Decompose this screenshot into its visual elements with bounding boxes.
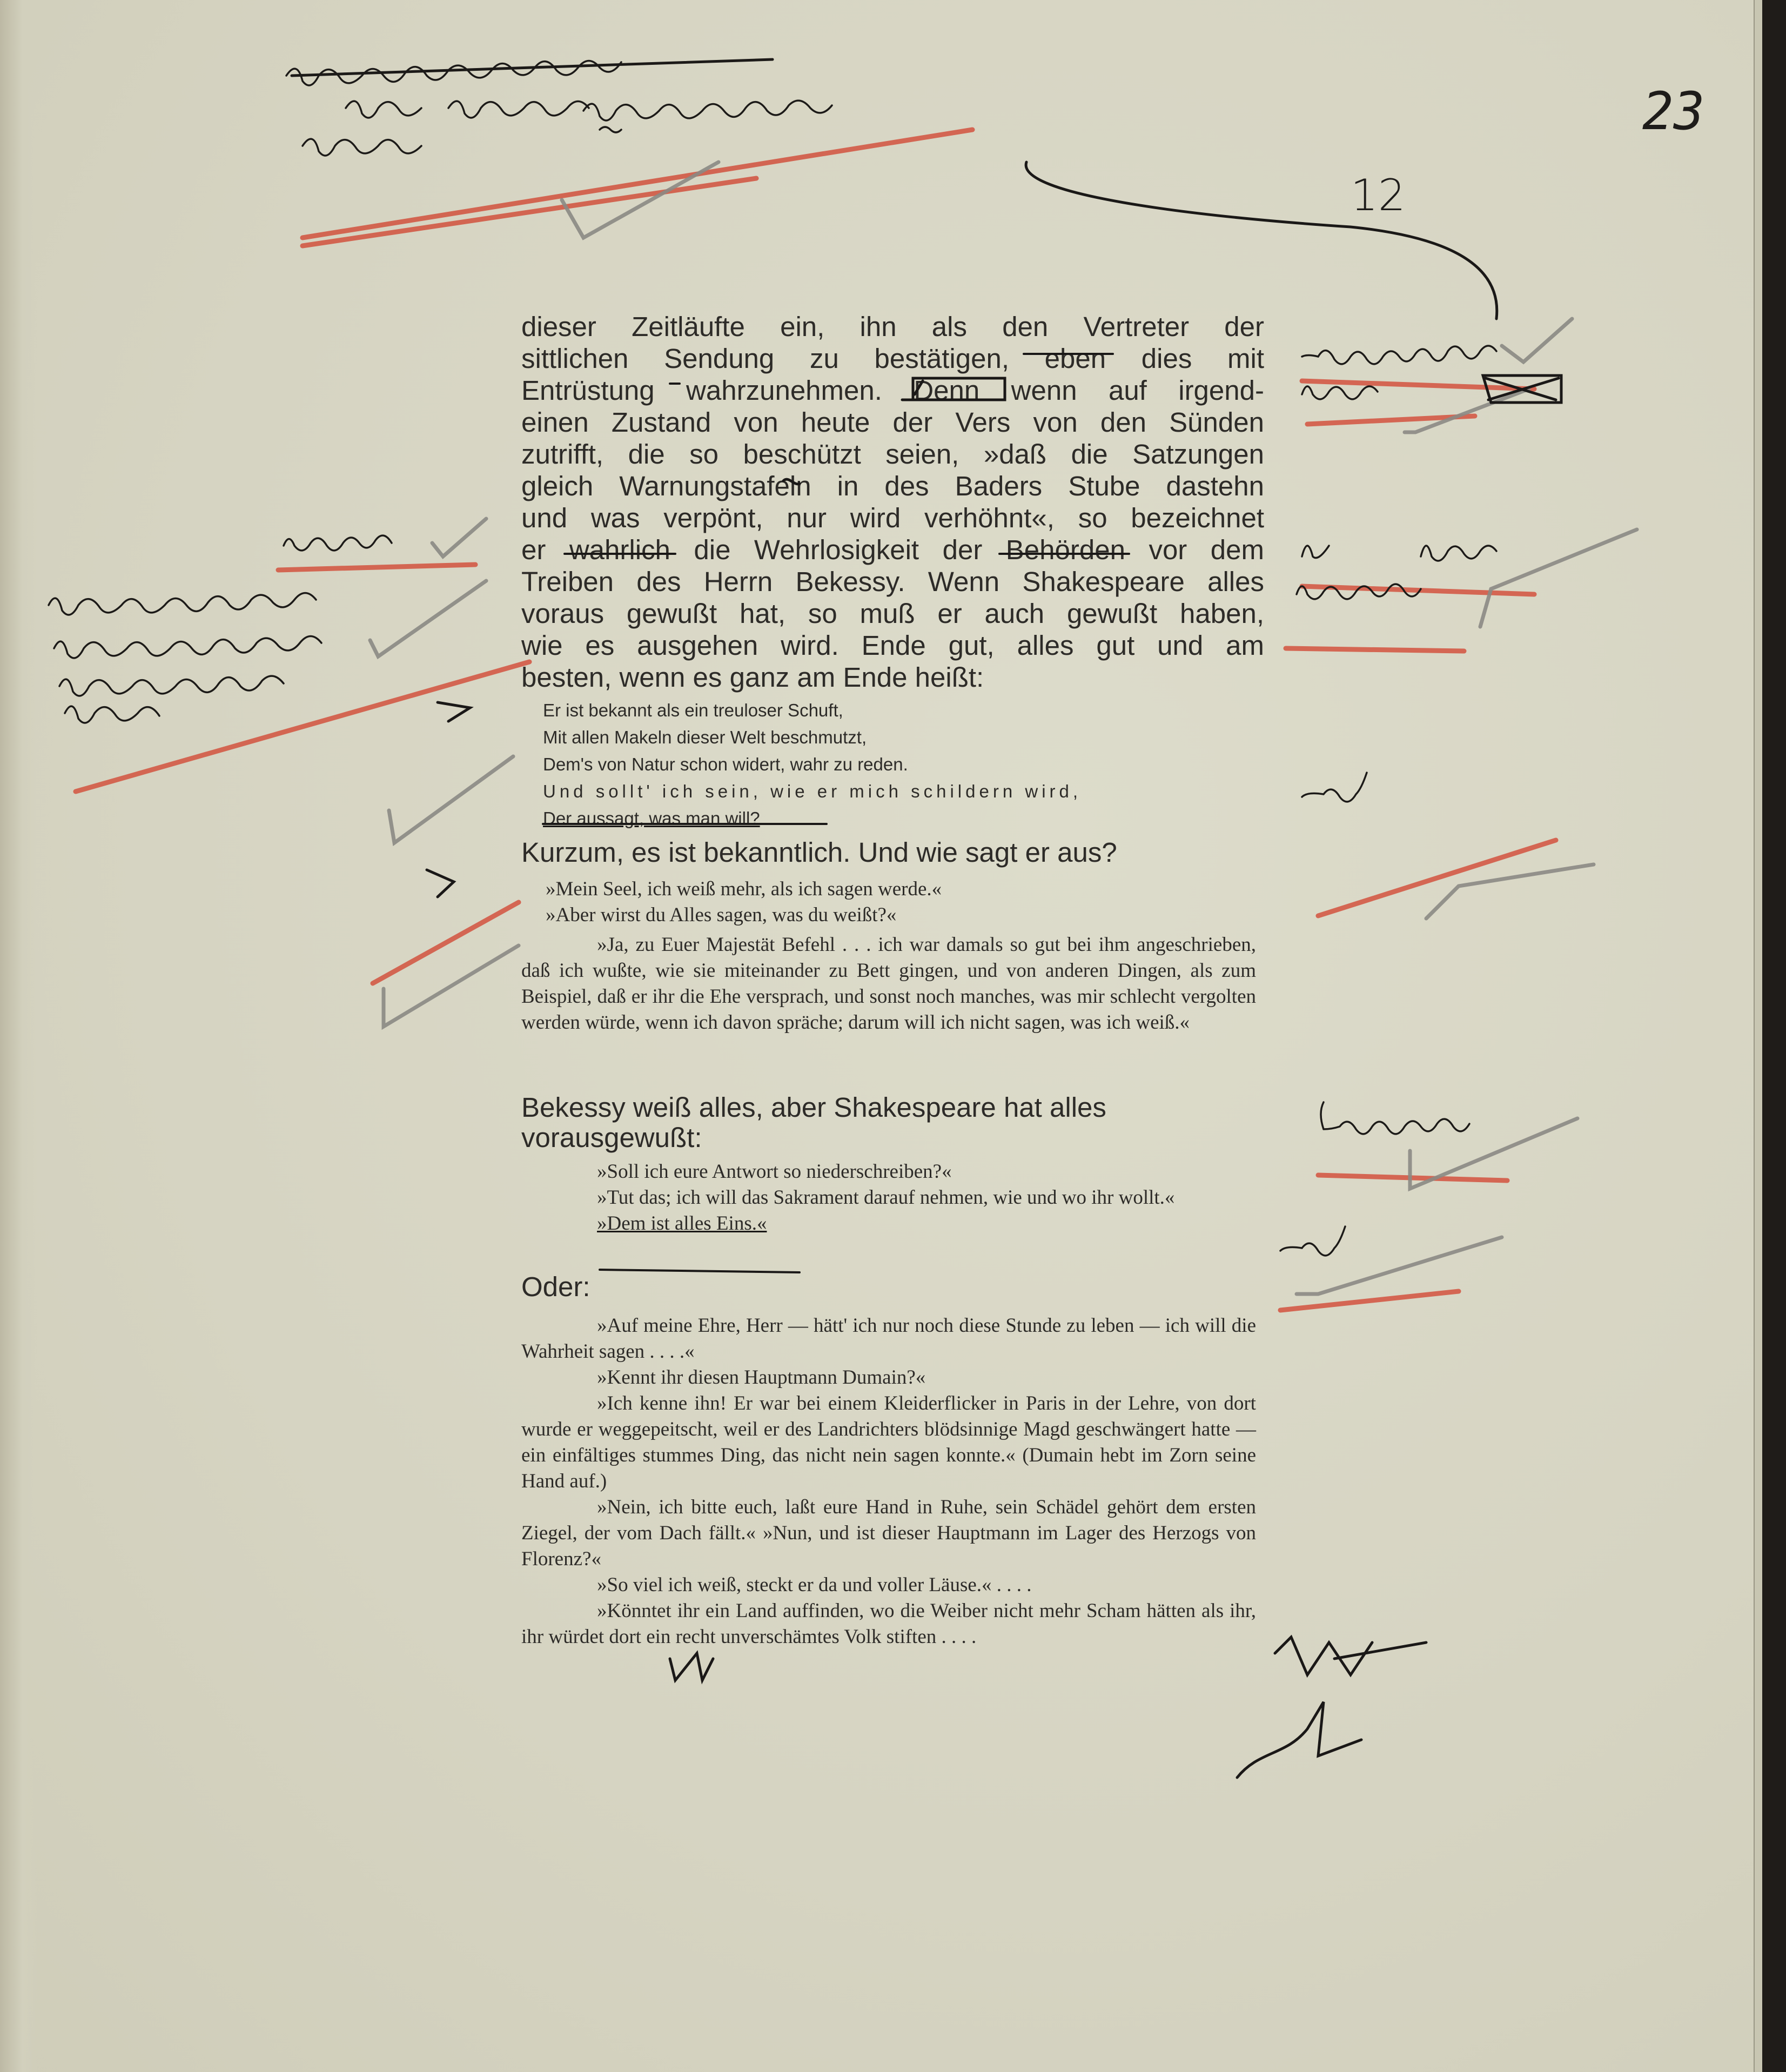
- handwritten-note: [1302, 773, 1367, 802]
- handwritten-note: [54, 636, 321, 659]
- text-line: Kurzum, es ist bekanntlich. Und wie sagt er aus?: [521, 837, 1117, 868]
- quote-paragraph: »Tut das; ich will das Sakrament darauf nehmen, wie und wo ihr wollt.«: [597, 1186, 1175, 1209]
- handwritten-note: [583, 100, 832, 120]
- handwritten-note: [1280, 1226, 1345, 1256]
- handwritten-note: [448, 101, 589, 118]
- quote-paragraph: »So viel ich weiß, steckt er da und voller Läuse.« . . . .: [597, 1574, 1032, 1596]
- text-line: und was verpönt, nur wird verhöhnt«, so bezeichnet: [521, 502, 1264, 533]
- ink-arc-line: [1026, 162, 1497, 319]
- grey-check-mark: [432, 519, 486, 556]
- handwritten-note: [49, 593, 316, 615]
- verse-line: Mit allen Makeln dieser Welt beschmutzt,: [543, 727, 867, 747]
- handwritten-note: [59, 676, 284, 696]
- red-pencil-stroke: [373, 902, 519, 983]
- text-line: dieser Zeitläufte ein, ihn als den Vertreter der: [521, 311, 1264, 342]
- page-number: 23: [1642, 81, 1705, 142]
- ink-arrow: [427, 870, 454, 897]
- text-line: sittlichen Sendung zu bestätigen, eben dies mit: [521, 343, 1264, 374]
- handwritten-note: [65, 706, 159, 723]
- handwritten-note: [1302, 346, 1496, 364]
- grey-check-mark: [370, 581, 486, 656]
- quote-line: »Aber wirst du Alles sagen, was du weißt?«: [546, 904, 897, 926]
- text-line: gleich Warnungstafeln in des Baders Stube dastehn: [521, 471, 1264, 501]
- handwritten-strikeout: [292, 59, 773, 76]
- grey-check-mark: [389, 756, 513, 843]
- text-line: Bekessy weiß alles, aber Shakespeare hat alles: [521, 1092, 1106, 1123]
- sheet-number: 12: [1351, 170, 1406, 220]
- handwritten-note: [1302, 546, 1329, 558]
- red-pencil-stroke: [1286, 648, 1464, 651]
- quote-paragraph: »Dem ist alles Eins.«: [597, 1212, 767, 1235]
- handwritten-note: [1421, 546, 1496, 561]
- text-line: wie es ausgehen wird. Ende gut, alles gut und am: [521, 630, 1264, 661]
- ink-box-strike: [913, 378, 1005, 400]
- red-pencil-stroke: [278, 565, 475, 570]
- grey-check-mark: [384, 946, 519, 1027]
- red-pencil-stroke: [1318, 1175, 1507, 1181]
- verse-line: Der aussagt, was man will?: [543, 808, 760, 828]
- ink-strike: [1334, 1642, 1426, 1659]
- grey-check-mark: [562, 162, 719, 238]
- handwritten-note: [284, 535, 392, 551]
- handwritten-note: [600, 127, 621, 132]
- text-line: Treiben des Herrn Bekessy. Wenn Shakespeare alles: [521, 566, 1264, 597]
- text-line: er wahrlich die Wehrlosigkeit der Behörden vor dem: [521, 534, 1264, 565]
- text-line: einen Zustand von heute der Vers von den Sünden: [521, 407, 1264, 438]
- verse-line: Dem's von Natur schon widert, wahr zu reden.: [543, 754, 908, 774]
- text-line: besten, wenn es ganz am Ende heißt:: [521, 662, 984, 693]
- ink-strikeout: [783, 479, 800, 484]
- handwritten-note: [1302, 386, 1378, 399]
- quote-paragraph: »Auf meine Ehre, Herr — hätt' ich nur noch diese Stunde zu leben — ich will die Wahrheit sagen . . . .«: [521, 1315, 1256, 1363]
- grey-check-mark: [1502, 319, 1572, 362]
- verse-line: Er ist bekannt als ein treuloser Schuft,: [543, 700, 843, 720]
- quote-line: »Mein Seel, ich weiß mehr, als ich sagen werde.«: [546, 878, 942, 900]
- ink-strike: [1275, 1637, 1372, 1675]
- quote-paragraph: »Ja, zu Euer Majestät Befehl . . . ich war damals so gut bei ihm angeschrieben, daß ich wußte, wie sie miteinander zu Bett gingen, und von anderen Dingen, als zum Beispiel, daß er ihr die Ehe versprach, und sonst noch manches, was mir schlecht vergolten werden würde, wenn ich davon spräche; darum will ich nicht sagen, was ich weiß.«: [521, 934, 1256, 1034]
- text-line: vorausgewußt:: [521, 1122, 702, 1153]
- red-pencil-stroke: [76, 662, 529, 792]
- handwritten-note: [303, 139, 421, 156]
- ink-underline: [600, 1270, 800, 1272]
- text-line: zutrifft, die so beschützt seien, »daß die Satzungen: [521, 439, 1264, 470]
- quote-paragraph: »Nein, ich bitte euch, laßt eure Hand in Ruhe, sein Schädel gehört dem ersten Ziegel, der vom Dach fällt.« »Nun, und ist dieser Hauptmann im Lager des Herzogs von Florenz?«: [521, 1496, 1256, 1570]
- quote-paragraph: »Könntet ihr ein Land auffinden, wo die Weiber nicht mehr Scham hätten als ihr, ihr würdet dort ein recht unverschämtes Volk stiften . . . .: [521, 1600, 1256, 1648]
- quote-paragraph: »Ich kenne ihn! Er war bei einem Kleiderflicker in Paris in der Lehre, von dort wurde er weggepeitscht, weil er des Landrichters blödsinnige Magd geschwängert hatte — ein einfältiges stummes Ding, das nicht nein sagen konnte.« (Dumain hebt im Zorn seine Hand auf.): [521, 1392, 1256, 1492]
- ink-signature-mark: [1237, 1702, 1361, 1778]
- grey-check-mark: [1480, 529, 1637, 627]
- scan-border: [1762, 0, 1786, 2072]
- quote-paragraph: »Soll ich eure Antwort so niederschreiben?«: [597, 1161, 952, 1183]
- text-line: Oder:: [521, 1271, 590, 1302]
- verse-line: Und sollt' ich sein, wie er mich schildern wird,: [543, 781, 1082, 801]
- ink-insertion-mark: [670, 1653, 713, 1680]
- text-line: Entrüstung wahrzunehmen. Denn wenn auf irgend-: [521, 375, 1264, 406]
- red-pencil-stroke: [303, 178, 756, 246]
- red-pencil-stroke: [303, 130, 972, 238]
- ink-arrow: [438, 702, 470, 721]
- grey-check-mark: [1297, 1237, 1502, 1294]
- quote-paragraph: »Kennt ihr diesen Hauptmann Dumain?«: [597, 1366, 926, 1389]
- handwritten-note: [1321, 1102, 1469, 1134]
- grey-check-mark: [1405, 389, 1529, 432]
- text-line: voraus gewußt hat, so muß er auch gewußt haben,: [521, 598, 1264, 629]
- handwritten-note: [346, 101, 421, 118]
